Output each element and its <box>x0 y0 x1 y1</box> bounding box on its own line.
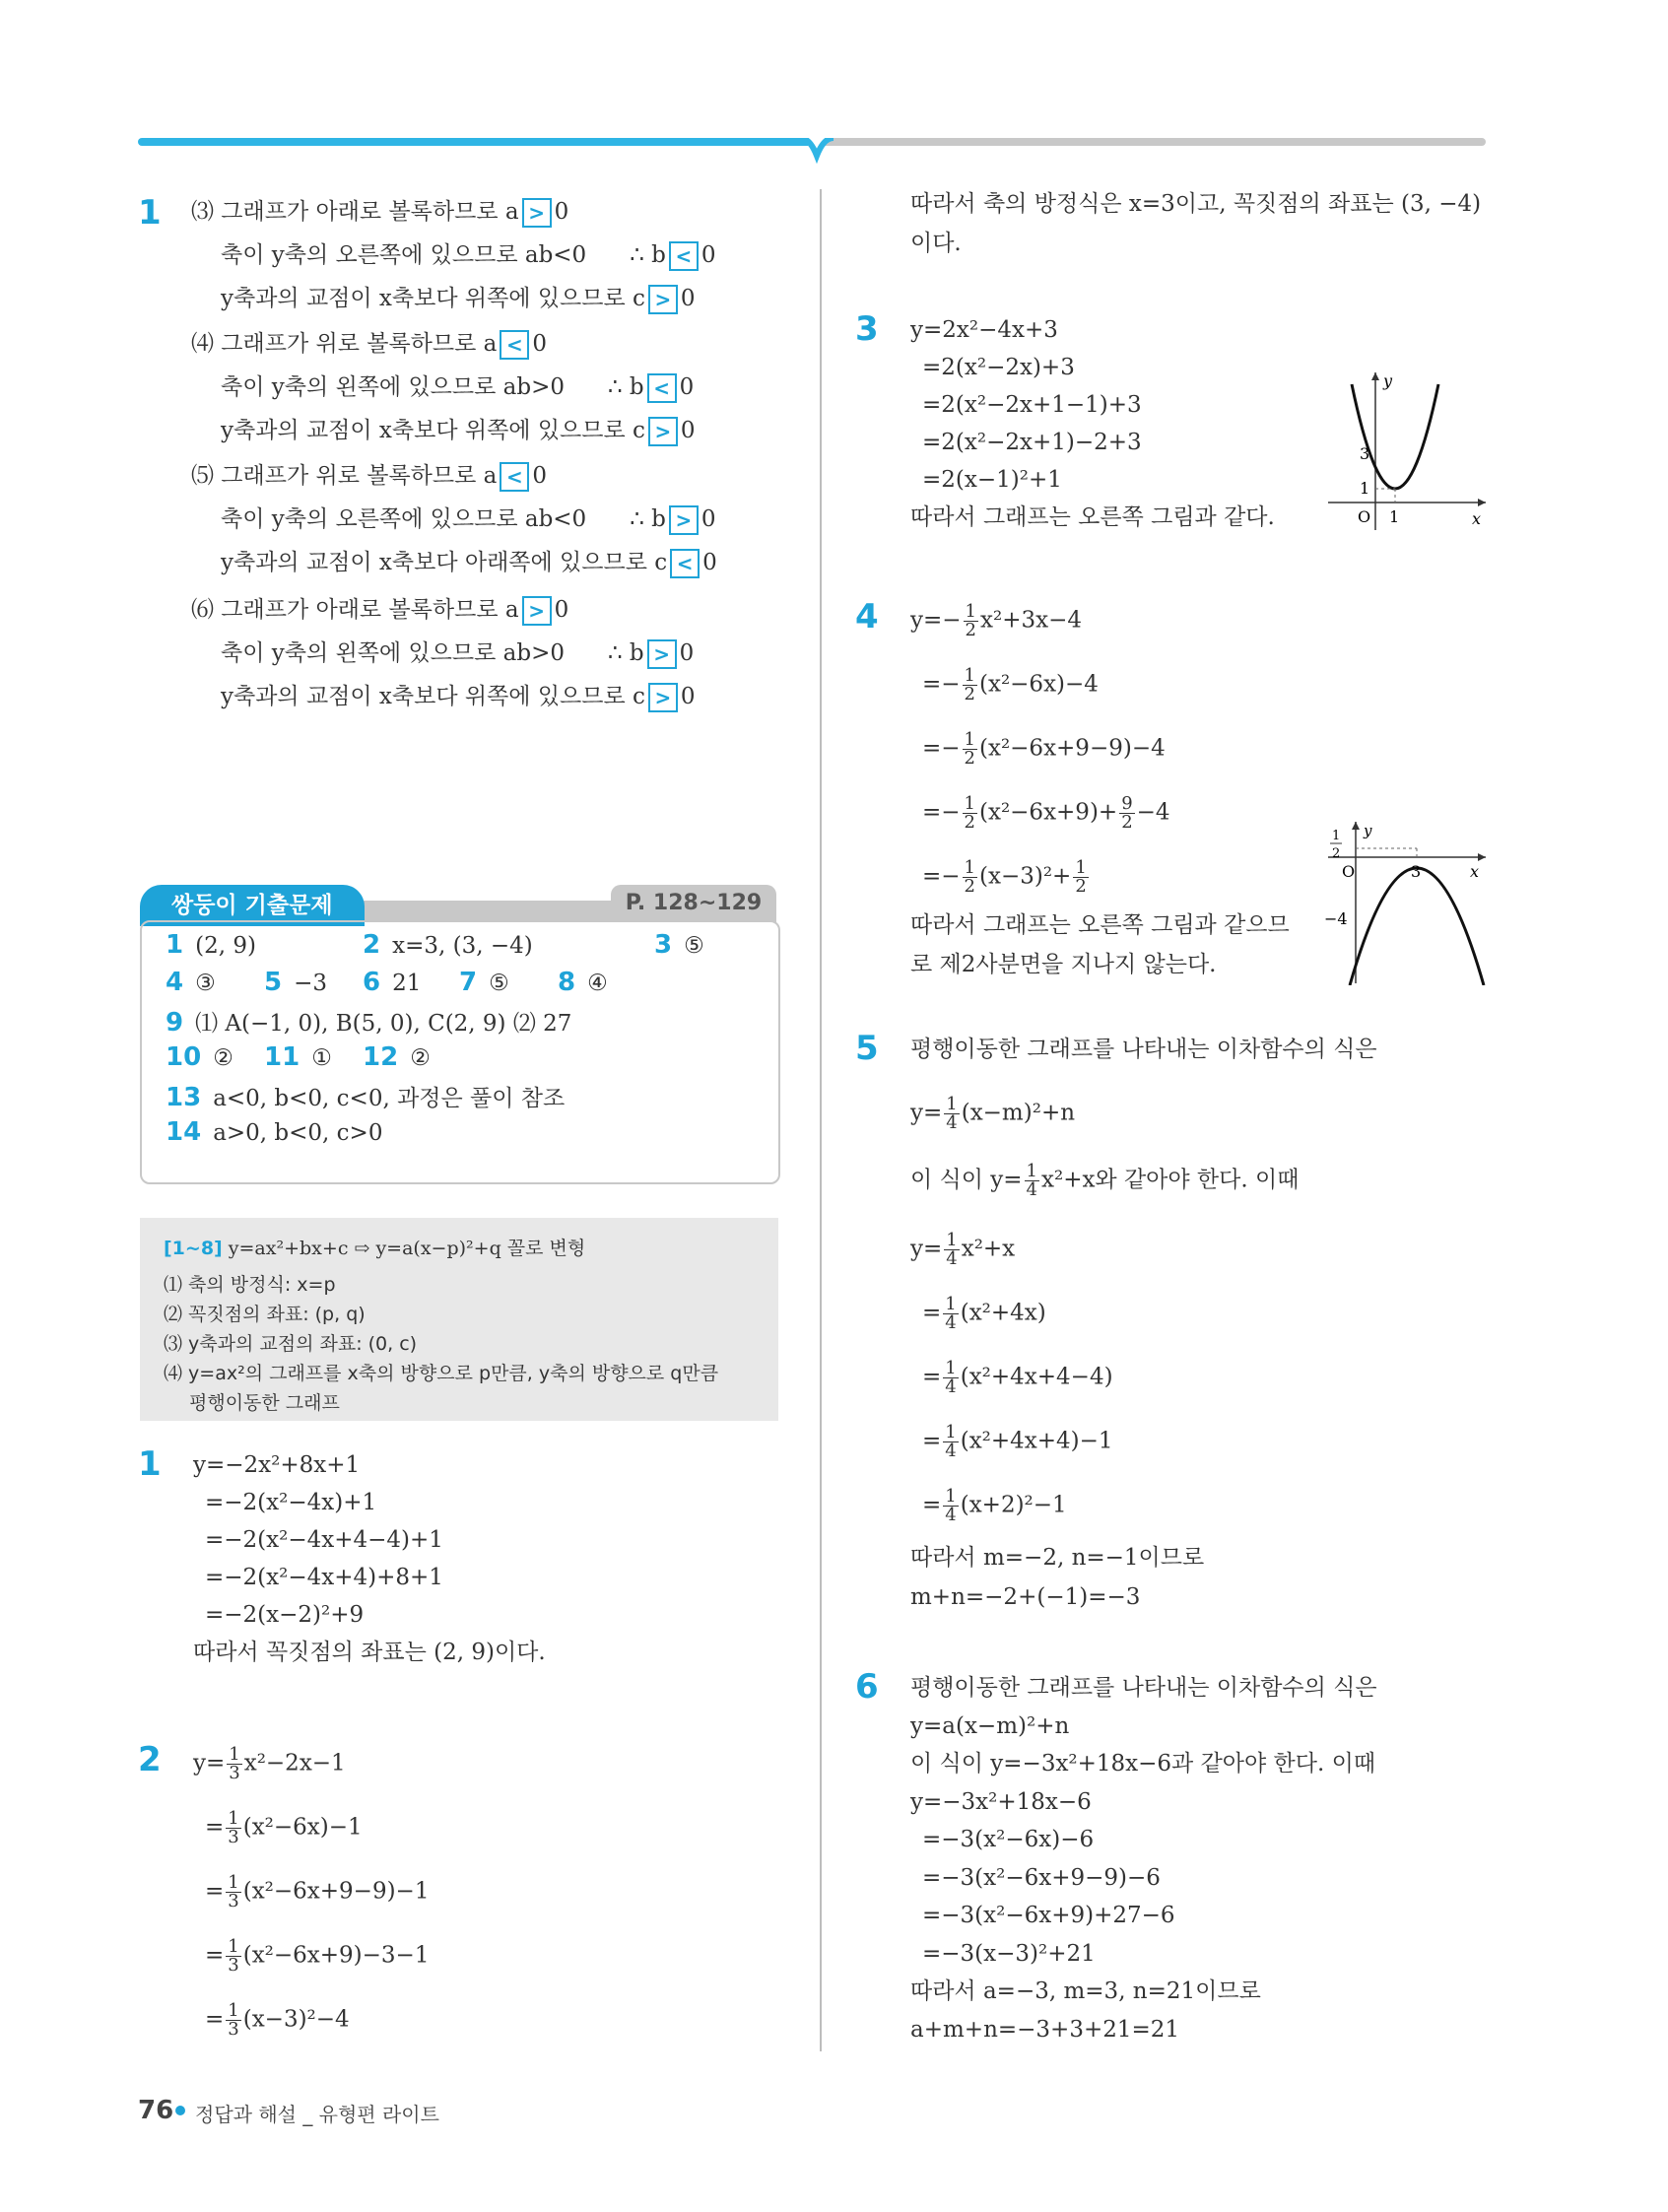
graph-solution-3 <box>1320 365 1488 532</box>
answer-value: ⑴ A(−1, 0), B(5, 0), C(2, 9) ⑵ 27 <box>195 1011 572 1037</box>
equation-line: =2(x²−2x+1−1)+3 <box>922 392 1142 418</box>
answer-number: 11 <box>264 1042 300 1072</box>
denominator: 3 <box>228 1891 239 1911</box>
answer-number: 7 <box>459 968 478 997</box>
answer-value: ⑤ <box>684 933 704 959</box>
denominator: 3 <box>228 1827 239 1847</box>
axis-label-x: x <box>1470 862 1480 881</box>
eq-lhs: = <box>922 1492 942 1518</box>
answer-number: 9 <box>166 1008 184 1038</box>
numerator: 1 <box>945 1294 957 1314</box>
equation-line <box>205 1874 429 1910</box>
fraction <box>963 667 977 704</box>
numerator: 1 <box>964 729 975 750</box>
continuation-text: 이다. <box>910 231 962 256</box>
equation-line: =−3(x−3)²+21 <box>922 1940 1096 1967</box>
answer-item <box>558 968 608 997</box>
fraction <box>944 1232 959 1268</box>
eq-rhs: (x²−6x)−4 <box>979 671 1099 698</box>
line-text: y축과의 교점이 x축보다 위쪽에 있으므로 c <box>221 418 645 443</box>
answer-value: ④ <box>587 971 608 996</box>
answer-number: 8 <box>558 968 576 997</box>
answer-box: > <box>648 285 678 314</box>
fraction <box>963 859 977 896</box>
answer-item <box>264 1042 332 1072</box>
eq-lhs: y= <box>910 1236 943 1262</box>
eq-rhs: x²+x <box>961 1236 1016 1262</box>
equation-line: y=2x²−4x+3 <box>910 317 1058 343</box>
line-zero: 0 <box>532 463 547 489</box>
eq-lhs: = <box>205 1878 225 1905</box>
fraction <box>227 1746 241 1782</box>
answer-number: 14 <box>166 1117 202 1147</box>
answer-value: a>0, b<0, c>0 <box>213 1120 383 1146</box>
answer-page-ref: P. 128~129 <box>611 885 776 922</box>
column-divider <box>820 189 822 2051</box>
eq-lhs: =− <box>922 799 961 826</box>
equation-line <box>922 1360 1113 1396</box>
answer-item <box>363 968 421 997</box>
answer-number: 12 <box>363 1042 399 1072</box>
box-line <box>191 329 547 360</box>
continuation-text: 따라서 축의 방정식은 x=3이고, 꼭짓점의 좌표는 (3, −4) <box>910 191 1482 217</box>
numerator: 1 <box>1026 1161 1037 1181</box>
answer-item <box>166 968 216 997</box>
answer-number: 1 <box>166 930 184 960</box>
answer-value: a<0, b<0, c<0, 과정은 풀이 참조 <box>213 1086 566 1111</box>
equation-line: 따라서 a=−3, m=3, n=21이므로 <box>910 1978 1261 2004</box>
box-line <box>191 595 568 626</box>
equation-line: =2(x−1)²+1 <box>922 467 1062 493</box>
tick-label-x: 3 <box>1411 862 1422 881</box>
equation-line: y=a(x−m)²+n <box>910 1712 1070 1739</box>
line-zero: 0 <box>679 640 695 666</box>
numerator: 1 <box>229 1744 240 1765</box>
denominator: 4 <box>945 1376 957 1397</box>
denominator: 2 <box>1075 876 1087 897</box>
problem-number: 1 <box>138 1444 162 1484</box>
line-zero: 0 <box>554 199 569 225</box>
numerator: 1 <box>946 1094 958 1114</box>
fraction <box>963 795 977 832</box>
answer-item <box>166 1117 382 1147</box>
eq-rhs: (x²−6x+9)−3−1 <box>242 1942 430 1969</box>
equation-line <box>922 731 1166 768</box>
answer-value: (2, 9) <box>195 933 256 959</box>
fraction <box>943 1360 958 1396</box>
eq-lhs: = <box>205 1814 225 1841</box>
eq-rhs: x²+3x−4 <box>980 607 1082 634</box>
answer-item <box>264 968 327 997</box>
numerator: 1 <box>228 1808 239 1829</box>
line-zero: 0 <box>532 331 547 357</box>
text-line: 로 제2사분면을 지나지 않는다. <box>910 952 1217 977</box>
eq-tail: −4 <box>1136 799 1170 826</box>
eq-lhs: = <box>205 1942 225 1969</box>
equation-line <box>205 1810 363 1846</box>
eq-rhs: (x−3)²+ <box>979 863 1072 890</box>
line-text: ⑸ 그래프가 위로 볼록하므로 a <box>191 463 498 489</box>
eq-lhs: y= <box>193 1750 226 1776</box>
tick-label-y: −4 <box>1324 909 1348 928</box>
answer-box: > <box>647 639 677 669</box>
numerator: 1 <box>228 2000 239 2021</box>
answer-box: > <box>669 505 699 535</box>
numerator: 1 <box>964 793 975 814</box>
answer-item <box>166 930 256 960</box>
tick-label-y-numerator: 1 <box>1332 829 1341 843</box>
denominator: 3 <box>228 1955 239 1976</box>
text-line: 따라서 그래프는 오른쪽 그림과 같으므 <box>910 912 1290 938</box>
line-zero: 0 <box>680 286 696 311</box>
numerator: 1 <box>228 1872 239 1893</box>
box-line <box>221 682 696 712</box>
answer-number: 6 <box>363 968 381 997</box>
eq-lhs: = <box>922 1428 942 1454</box>
denominator: 4 <box>945 1505 957 1525</box>
denominator: 3 <box>229 1763 240 1783</box>
equation-line <box>922 667 1099 704</box>
answer-value: −3 <box>294 971 327 996</box>
box-line <box>221 284 696 314</box>
line-text: ⑶ 그래프가 아래로 볼록하므로 a <box>191 199 519 225</box>
box-line <box>221 240 716 271</box>
answer-value: 21 <box>392 971 422 996</box>
box-line <box>221 638 694 669</box>
equation-line: 따라서 그래프는 오른쪽 그림과 같다. <box>910 504 1275 530</box>
answer-box: < <box>647 373 677 403</box>
eq-lhs: 이 식이 y= <box>910 1167 1023 1193</box>
fraction <box>944 1096 959 1132</box>
denominator: 2 <box>964 684 975 704</box>
fraction <box>226 1938 240 1975</box>
answer-number: 2 <box>363 930 381 960</box>
footer-bullet <box>175 2106 185 2115</box>
numerator: 1 <box>945 1422 957 1442</box>
tick-label-y: 3 <box>1360 444 1370 463</box>
tick-label-y-denominator: 2 <box>1332 846 1341 861</box>
numerator: 1 <box>228 1936 239 1957</box>
answer-box: < <box>500 330 529 360</box>
text-line: 따라서 m=−2, n=−1이므로 <box>910 1545 1205 1571</box>
eq-lhs: =− <box>922 671 961 698</box>
box-line <box>191 461 547 492</box>
answer-box: < <box>500 462 529 492</box>
tip-range: [1~8] <box>164 1238 223 1259</box>
numerator: 1 <box>945 1358 957 1378</box>
problem-number: 5 <box>855 1029 879 1068</box>
text-line: m+n=−2+(−1)=−3 <box>910 1584 1141 1610</box>
box-line <box>221 416 696 446</box>
denominator: 4 <box>1026 1179 1037 1200</box>
therefore-text: ∴ b <box>607 640 644 666</box>
numerator: 1 <box>1075 857 1087 878</box>
eq-lhs: = <box>922 1300 942 1326</box>
box-line <box>221 372 694 403</box>
equation-line: 따라서 꼭짓점의 좌표는 (2, 9)이다. <box>193 1640 546 1665</box>
answer-value: x=3, (3, −4) <box>392 933 533 959</box>
eq-lhs: = <box>922 1364 942 1390</box>
eq-rhs: (x²−6x+9−9)−1 <box>242 1878 430 1905</box>
equation-line: =−2(x²−4x)+1 <box>205 1490 377 1515</box>
line-text: y축과의 교점이 x축보다 위쪽에 있으므로 c <box>221 684 645 709</box>
eq-rhs: (x²−6x+9−9)−4 <box>979 735 1166 762</box>
equation-line <box>922 1488 1067 1524</box>
fraction <box>943 1296 958 1332</box>
line-text: 축이 y축의 왼쪽에 있으므로 ab>0 <box>221 640 565 666</box>
fraction <box>226 2002 240 2039</box>
equation-line: =−3(x²−6x+9)+27−6 <box>922 1903 1175 1928</box>
answer-value: ② <box>410 1045 431 1071</box>
equation-line: 이 식이 y=−3x²+18x−6과 같아야 한다. 이때 <box>910 1751 1376 1776</box>
fraction <box>943 1488 958 1524</box>
denominator: 3 <box>228 2019 239 2040</box>
numerator: 1 <box>945 1486 957 1507</box>
equation-line <box>193 1746 346 1782</box>
line-text: y축과의 교점이 x축보다 아래쪽에 있으므로 c <box>221 550 668 575</box>
answer-box: > <box>648 417 678 446</box>
answer-box: < <box>670 549 700 578</box>
footer-title: 정답과 해설 _ 유형편 라이트 <box>195 2103 439 2126</box>
answer-item <box>459 968 509 997</box>
box-line <box>221 548 717 578</box>
problem-number: 3 <box>855 309 879 349</box>
page-number: 76 <box>138 2096 174 2125</box>
tip-heading <box>164 1234 585 1260</box>
eq-rhs: (x−3)²−4 <box>242 2006 350 2033</box>
eq-lhs: =− <box>922 863 961 890</box>
graph-solution-4 <box>1320 818 1488 985</box>
eq-rhs: (x²+4x) <box>960 1300 1046 1326</box>
denominator: 2 <box>965 620 976 640</box>
eq-rhs: (x²+4x+4)−1 <box>960 1428 1113 1454</box>
answer-item <box>166 1042 234 1072</box>
equation-line: =2(x²−2x)+3 <box>922 355 1075 380</box>
line-text: ⑷ 그래프가 위로 볼록하므로 a <box>191 331 498 357</box>
answer-value: ③ <box>195 971 216 996</box>
problem-number: 6 <box>855 1667 879 1707</box>
equation-line: y=−2x²+8x+1 <box>193 1452 361 1478</box>
equation-line <box>922 1296 1046 1332</box>
box-line <box>221 504 716 535</box>
denominator: 4 <box>946 1248 958 1269</box>
fraction <box>964 603 978 639</box>
numerator: 1 <box>964 857 975 878</box>
answer-box: > <box>522 596 552 626</box>
problem-number: 1 <box>138 193 162 233</box>
equation-line: =2(x²−2x+1)−2+3 <box>922 430 1142 455</box>
fraction <box>1119 795 1134 832</box>
eq-lhs: y=− <box>910 607 962 634</box>
line-text: y축과의 교점이 x축보다 위쪽에 있으므로 c <box>221 286 645 311</box>
origin-label: O <box>1358 507 1371 526</box>
answer-item <box>166 1080 565 1112</box>
fraction <box>963 731 977 768</box>
numerator: 1 <box>964 665 975 686</box>
fraction <box>1073 859 1088 896</box>
equation-line <box>910 1163 1299 1199</box>
axis-label-x: x <box>1472 509 1482 528</box>
equation-line <box>205 2002 350 2039</box>
line-zero: 0 <box>680 418 696 443</box>
answer-value: ② <box>213 1045 234 1071</box>
answer-number: 10 <box>166 1042 202 1072</box>
answer-number: 4 <box>166 968 184 997</box>
line-text: 축이 y축의 오른쪽에 있으므로 ab<0 <box>221 242 587 268</box>
answer-value: ⑤ <box>489 971 509 996</box>
eq-rhs: x²+x와 같아야 한다. 이때 <box>1041 1167 1300 1193</box>
answer-item <box>166 1005 571 1038</box>
equation-line: =−2(x²−4x+4−4)+1 <box>205 1527 443 1553</box>
equation-line <box>922 859 1091 896</box>
answer-number: 13 <box>166 1083 202 1112</box>
equation-line <box>922 795 1170 832</box>
tick-label-y: 1 <box>1360 479 1370 498</box>
answer-number: 5 <box>264 968 283 997</box>
equation-line: y=−3x²+18x−6 <box>910 1788 1092 1815</box>
eq-rhs: (x²+4x+4−4) <box>960 1364 1113 1390</box>
denominator: 2 <box>964 876 975 897</box>
line-zero: 0 <box>680 684 696 709</box>
header-bar-left <box>138 138 808 146</box>
denominator: 4 <box>945 1312 957 1333</box>
denominator: 2 <box>964 748 975 769</box>
tip-line: 평행이동한 그래프 <box>189 1392 340 1414</box>
eq-lhs: =− <box>922 735 961 762</box>
line-zero: 0 <box>554 597 569 623</box>
numerator: 1 <box>946 1230 958 1250</box>
eq-lhs: = <box>205 2006 225 2033</box>
therefore-text: ∴ b <box>630 242 666 268</box>
numerator: 9 <box>1121 793 1133 814</box>
therefore-text: ∴ b <box>607 374 644 400</box>
fraction <box>226 1874 240 1910</box>
line-zero: 0 <box>702 550 717 575</box>
header-bar-right <box>826 138 1486 146</box>
text-line: 평행이동한 그래프를 나타내는 이차함수의 식은 <box>910 1037 1377 1062</box>
denominator: 4 <box>945 1441 957 1461</box>
tip-line: ⑶ y축과의 교점의 좌표: (0, c) <box>164 1333 418 1355</box>
problem-number: 2 <box>138 1740 162 1779</box>
line-text: 축이 y축의 왼쪽에 있으므로 ab>0 <box>221 374 565 400</box>
equation-line <box>910 603 1082 639</box>
equation-line <box>910 1232 1015 1268</box>
equation-line <box>922 1424 1113 1460</box>
answer-box: < <box>669 241 699 271</box>
therefore-text: ∴ b <box>630 506 666 532</box>
answer-box: > <box>522 198 552 228</box>
tip-line: ⑴ 축의 방정식: x=p <box>164 1274 336 1296</box>
equation-line: =−2(x−2)²+9 <box>205 1602 365 1628</box>
answer-number: 3 <box>654 930 673 960</box>
axis-label-y: y <box>1364 822 1372 839</box>
equation-line: =−3(x²−6x+9−9)−6 <box>922 1864 1161 1891</box>
denominator: 2 <box>964 812 975 833</box>
tick-label-x: 1 <box>1389 507 1400 526</box>
eq-lhs: y= <box>910 1100 943 1126</box>
equation-line: =−3(x²−6x)−6 <box>922 1827 1095 1852</box>
answer-item <box>363 930 533 960</box>
tip-line: ⑵ 꼭짓점의 좌표: (p, q) <box>164 1304 366 1325</box>
origin-label: O <box>1342 862 1356 881</box>
equation-line <box>910 1096 1075 1132</box>
equation-line: 평행이동한 그래프를 나타내는 이차함수의 식은 <box>910 1675 1377 1701</box>
numerator: 1 <box>965 601 976 622</box>
eq-rhs: x²−2x−1 <box>243 1750 346 1776</box>
line-zero: 0 <box>701 242 716 268</box>
tip-heading-text: y=ax²+bx+c ⇨ y=a(x−p)²+q 꼴로 변형 <box>228 1238 586 1259</box>
axis-label-y: y <box>1383 371 1393 390</box>
fraction <box>226 1810 240 1846</box>
answer-value: ① <box>311 1045 332 1071</box>
answer-tab: 쌍둥이 기출문제 <box>140 885 365 926</box>
denominator: 4 <box>946 1112 958 1133</box>
box-line <box>191 197 568 228</box>
equation-line: a+m+n=−3+3+21=21 <box>910 2016 1180 2043</box>
line-zero: 0 <box>701 506 716 532</box>
equation-line: =−2(x²−4x+4)+8+1 <box>205 1565 443 1590</box>
line-text: 축이 y축의 오른쪽에 있으므로 ab<0 <box>221 506 587 532</box>
tip-line: ⑷ y=ax²의 그래프를 x축의 방향으로 p만큼, y축의 방향으로 q만큼 <box>164 1363 719 1384</box>
denominator: 2 <box>1121 812 1133 833</box>
fraction <box>1025 1163 1039 1199</box>
problem-number: 4 <box>855 597 879 637</box>
answer-item <box>654 930 704 960</box>
header-notch <box>800 138 834 164</box>
answer-item <box>363 1042 431 1072</box>
eq-rhs: (x²−6x+9)+ <box>979 799 1118 826</box>
eq-rhs: (x+2)²−1 <box>960 1492 1067 1518</box>
answer-box: > <box>648 683 678 712</box>
line-zero: 0 <box>679 374 695 400</box>
line-text: ⑹ 그래프가 아래로 볼록하므로 a <box>191 597 519 623</box>
eq-rhs: (x−m)²+n <box>961 1100 1076 1126</box>
equation-line <box>205 1938 429 1975</box>
fraction <box>943 1424 958 1460</box>
eq-rhs: (x²−6x)−1 <box>242 1814 363 1841</box>
